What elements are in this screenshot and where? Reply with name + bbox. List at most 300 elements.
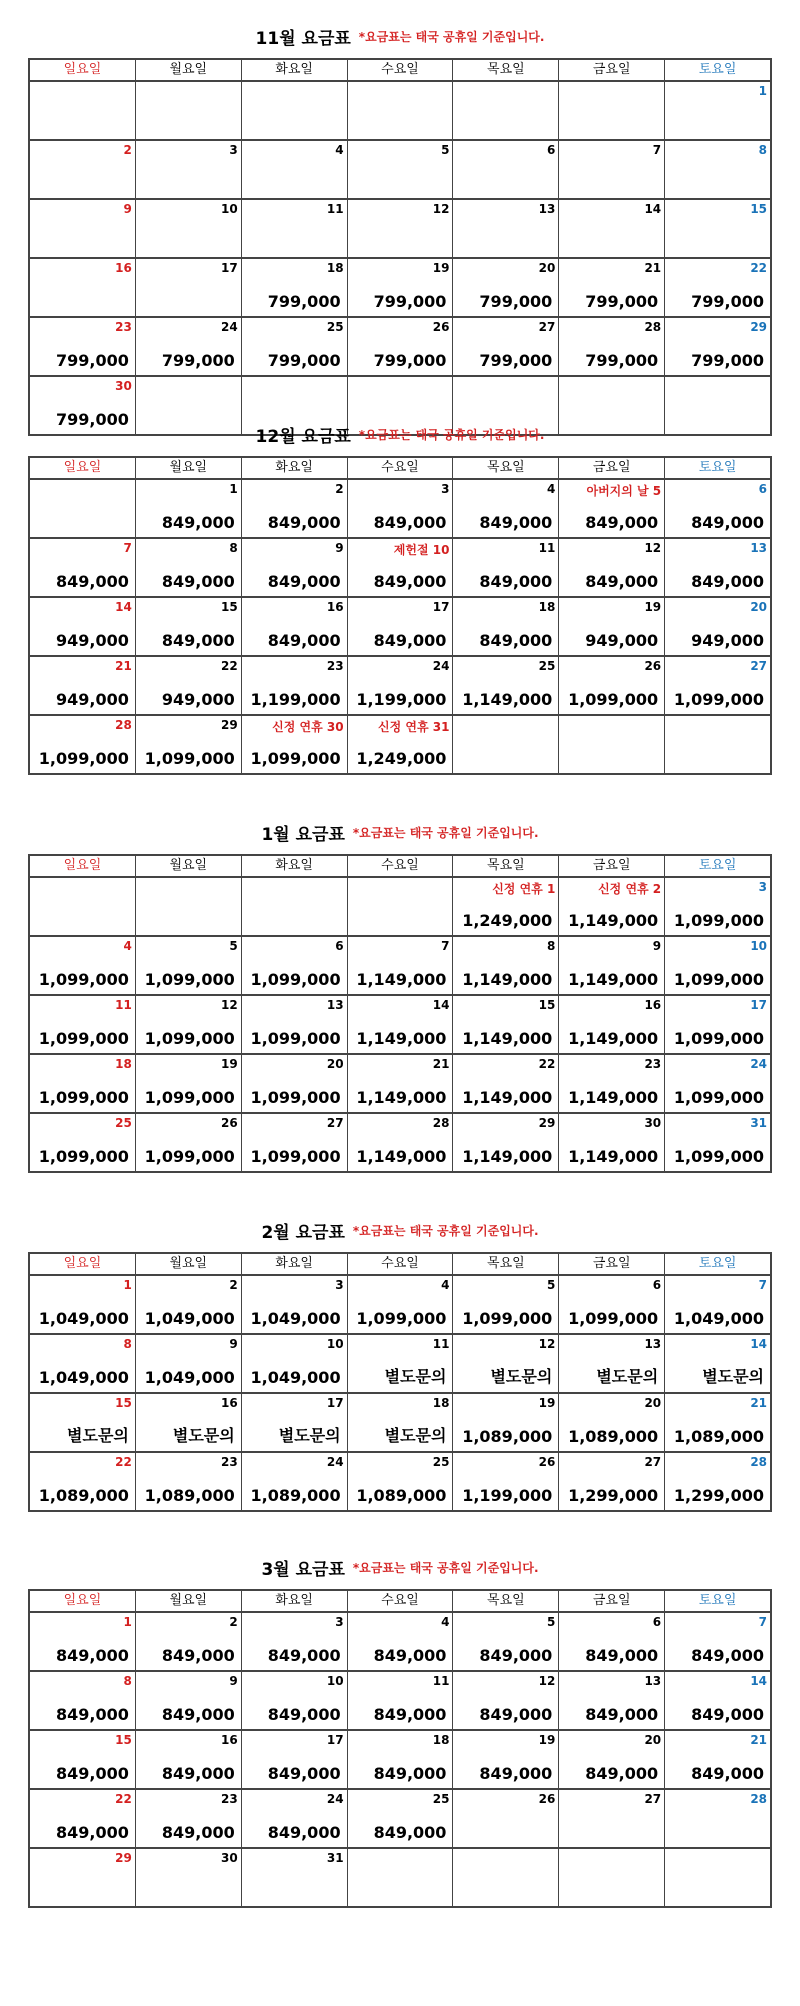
- price-value: 별도문의: [384, 1426, 447, 1445]
- weekday-label: 목요일: [452, 1591, 558, 1611]
- month-calendar: [28, 14, 772, 436]
- day-cell: [135, 1276, 241, 1333]
- day-number: 25: [115, 1116, 132, 1130]
- day-cell: [558, 1849, 664, 1906]
- day-cell: [241, 200, 347, 257]
- day-number: 29: [221, 718, 238, 732]
- day-number: 25: [326, 320, 344, 334]
- calendar-grid: [28, 854, 772, 1173]
- weekday-label: 화요일: [241, 60, 347, 80]
- price-value: 1,099,000: [38, 1088, 129, 1107]
- day-number: 14: [750, 1674, 768, 1688]
- day-cell: [558, 539, 664, 596]
- weekday-label: 월요일: [135, 60, 241, 80]
- price-value: 1,299,000: [568, 1486, 659, 1505]
- day-number: 11: [326, 202, 344, 216]
- day-number: 10: [326, 1674, 344, 1688]
- week-row: [30, 257, 770, 316]
- month-title: 12월 요금표: [255, 426, 351, 447]
- weekday-label: 토요일: [664, 856, 770, 876]
- day-number: 28: [115, 718, 132, 732]
- day-cell: [347, 996, 453, 1053]
- day-number: 17: [750, 998, 768, 1012]
- weekday-header: [30, 458, 770, 480]
- day-cell: [347, 1453, 453, 1510]
- price-value: 1,099,000: [250, 1147, 341, 1166]
- day-number: 13: [644, 1337, 662, 1351]
- price-value: 849,000: [161, 631, 235, 650]
- weekday-label: 일요일: [63, 1593, 102, 1608]
- day-cell: [558, 716, 664, 773]
- day-number: 24: [221, 320, 238, 334]
- week-row: [30, 537, 770, 596]
- month-calendar: [28, 412, 772, 775]
- price-value: 849,000: [55, 1764, 129, 1783]
- day-cell: [135, 878, 241, 935]
- day-cell: [347, 1335, 453, 1392]
- day-cell: [241, 1114, 347, 1171]
- day-number: 15: [538, 998, 556, 1012]
- day-cell: [241, 1731, 347, 1788]
- day-cell: [558, 598, 664, 655]
- day-cell: [664, 141, 770, 198]
- day-cell: [135, 200, 241, 257]
- day-cell: [30, 1790, 135, 1847]
- day-cell: [452, 1394, 558, 1451]
- price-value: 799,000: [691, 292, 765, 311]
- price-value: 1,089,000: [568, 1427, 659, 1446]
- weekday-label: 금요일: [558, 856, 664, 876]
- day-cell: [241, 141, 347, 198]
- day-cell: [30, 1849, 135, 1906]
- day-cell: [347, 598, 453, 655]
- day-number: 30: [221, 1851, 238, 1865]
- price-value: 1,099,000: [38, 1147, 129, 1166]
- day-cell: [241, 82, 347, 139]
- week-row: [30, 1392, 770, 1451]
- day-number: 2: [229, 1615, 238, 1629]
- day-number: 16: [115, 261, 132, 275]
- price-value: 1,149,000: [462, 690, 553, 709]
- day-number: 26: [432, 320, 450, 334]
- day-number: 13: [538, 202, 556, 216]
- day-cell: [30, 1114, 135, 1171]
- price-value: 849,000: [373, 631, 447, 650]
- week-row: [30, 994, 770, 1053]
- week-row: [30, 1613, 770, 1670]
- day-number: 27: [750, 659, 768, 673]
- day-number: 5: [441, 143, 450, 157]
- day-number: 3: [335, 1278, 344, 1292]
- price-value: 별도문의: [384, 1367, 447, 1386]
- day-number: 26: [221, 1116, 238, 1130]
- day-cell: [135, 1613, 241, 1670]
- day-cell: [664, 878, 770, 935]
- day-cell: [558, 1276, 664, 1333]
- weekday-label: 일요일: [63, 858, 102, 873]
- month-calendar: [28, 1545, 772, 1908]
- week-row: [30, 596, 770, 655]
- day-number: 12: [538, 1674, 556, 1688]
- calendar-title: [28, 1545, 772, 1589]
- day-cell: [558, 657, 664, 714]
- day-cell: [664, 1790, 770, 1847]
- day-number: 20: [644, 1733, 662, 1747]
- month-title: 2월 요금표: [261, 1222, 345, 1243]
- day-number: 6: [335, 939, 344, 953]
- day-number: 25: [432, 1455, 450, 1469]
- holiday-label: 신정 연휴 2: [598, 882, 662, 896]
- day-cell: [664, 657, 770, 714]
- day-cell: [135, 1731, 241, 1788]
- day-cell: [664, 1276, 770, 1333]
- day-cell: [452, 1114, 558, 1171]
- holiday-label: 신정 연휴 1: [492, 882, 556, 896]
- day-number: 4: [441, 1278, 450, 1292]
- day-number: 8: [229, 541, 238, 555]
- day-number: 31: [750, 1116, 768, 1130]
- price-value: 949,000: [161, 690, 235, 709]
- day-number: 8: [758, 143, 768, 157]
- day-cell: [30, 1394, 135, 1451]
- weekday-label: 화요일: [241, 1254, 347, 1274]
- price-value: 949,000: [691, 631, 765, 650]
- holiday-label: 아버지의 날 5: [586, 484, 662, 498]
- day-cell: [452, 657, 558, 714]
- day-cell: [347, 200, 453, 257]
- day-number: 24: [750, 1057, 768, 1071]
- price-value: 849,000: [691, 572, 765, 591]
- day-number: 16: [644, 998, 662, 1012]
- day-number: 24: [326, 1792, 344, 1806]
- day-cell: [135, 318, 241, 375]
- day-number: 18: [538, 600, 556, 614]
- day-number: 23: [326, 659, 344, 673]
- day-number: 6: [652, 1615, 662, 1629]
- day-cell: [558, 259, 664, 316]
- price-value: 799,000: [373, 292, 447, 311]
- day-cell: [135, 1055, 241, 1112]
- price-value: 별도문의: [490, 1367, 553, 1386]
- weekday-label: 화요일: [241, 856, 347, 876]
- price-value: 849,000: [691, 513, 765, 532]
- day-cell: [30, 200, 135, 257]
- month-title: 3월 요금표: [261, 1559, 345, 1580]
- day-cell: [347, 1055, 453, 1112]
- day-number: 22: [115, 1455, 132, 1469]
- week-row: [30, 198, 770, 257]
- weekday-label: 수요일: [347, 1254, 453, 1274]
- day-cell: [452, 480, 558, 537]
- day-number: 10: [750, 939, 768, 953]
- holiday-note: *요금표는 태국 공휴일 기준입니다.: [352, 1223, 539, 1238]
- day-number: 28: [644, 320, 662, 334]
- day-cell: [241, 318, 347, 375]
- price-value: 849,000: [479, 1646, 553, 1665]
- day-number: 27: [538, 320, 556, 334]
- weekday-header: [30, 60, 770, 82]
- weekday-label: 토요일: [664, 1591, 770, 1611]
- weekday-label: 목요일: [452, 458, 558, 478]
- day-cell: [347, 1114, 453, 1171]
- week-row: [30, 878, 770, 935]
- day-number: 11: [432, 1674, 450, 1688]
- day-number: 19: [432, 261, 450, 275]
- price-value: 별도문의: [67, 1426, 129, 1445]
- day-number: 26: [644, 659, 662, 673]
- price-value: 1,099,000: [144, 1088, 235, 1107]
- day-cell: [347, 1394, 453, 1451]
- day-cell: [664, 1613, 770, 1670]
- price-value: 1,089,000: [462, 1427, 553, 1446]
- day-number: 4: [335, 143, 344, 157]
- price-value: 1,099,000: [356, 1309, 447, 1328]
- day-cell: [347, 716, 453, 773]
- weekday-label: 화요일: [241, 458, 347, 478]
- holiday-label: 신정 연휴 30: [272, 720, 344, 734]
- day-number: 18: [432, 1733, 450, 1747]
- weekday-label: 수요일: [347, 1591, 453, 1611]
- price-value: 799,000: [479, 351, 553, 370]
- day-number: 14: [432, 998, 450, 1012]
- price-value: 849,000: [479, 513, 553, 532]
- weekday-label: 수요일: [347, 458, 453, 478]
- price-value: 1,199,000: [250, 690, 341, 709]
- week-row: [30, 139, 770, 198]
- day-cell: [664, 1335, 770, 1392]
- price-value: 1,099,000: [673, 690, 765, 709]
- day-number: 21: [750, 1733, 768, 1747]
- price-value: 별도문의: [596, 1367, 659, 1386]
- day-number: 4: [123, 939, 132, 953]
- calendar-grid: [28, 1252, 772, 1512]
- day-cell: [452, 200, 558, 257]
- day-number: 30: [644, 1116, 662, 1130]
- day-number: 29: [538, 1116, 556, 1130]
- day-cell: [135, 716, 241, 773]
- day-number: 3: [758, 880, 768, 894]
- price-value: 799,000: [479, 292, 553, 311]
- day-number: 28: [750, 1792, 768, 1806]
- price-value: 1,089,000: [250, 1486, 341, 1505]
- day-cell: [30, 937, 135, 994]
- price-value: 849,000: [267, 572, 341, 591]
- weekday-label: 월요일: [135, 856, 241, 876]
- day-cell: [135, 1672, 241, 1729]
- weekday-label: 목요일: [452, 856, 558, 876]
- weekday-label: 목요일: [452, 60, 558, 80]
- day-number: 7: [441, 939, 450, 953]
- calendar-title: [28, 1208, 772, 1252]
- price-value: 1,149,000: [356, 1088, 447, 1107]
- price-value: 1,089,000: [38, 1486, 129, 1505]
- day-number: 1: [229, 482, 238, 496]
- price-value: 1,149,000: [462, 970, 553, 989]
- day-number: 19: [538, 1733, 556, 1747]
- weekday-label: 토요일: [664, 458, 770, 478]
- day-number: 17: [432, 600, 450, 614]
- day-cell: [241, 1672, 347, 1729]
- week-row: [30, 655, 770, 714]
- week-row: [30, 935, 770, 994]
- day-cell: [452, 82, 558, 139]
- day-cell: [558, 1613, 664, 1670]
- day-cell: [30, 259, 135, 316]
- day-number: 24: [326, 1455, 344, 1469]
- day-number: 8: [123, 1674, 132, 1688]
- day-number: 1: [758, 84, 768, 98]
- price-value: 849,000: [161, 1764, 235, 1783]
- day-number: 5: [546, 1278, 556, 1292]
- day-cell: [452, 598, 558, 655]
- price-value: 1,099,000: [250, 749, 341, 768]
- day-cell: [347, 539, 453, 596]
- day-number: 12: [538, 1337, 556, 1351]
- day-cell: [30, 539, 135, 596]
- day-cell: [664, 996, 770, 1053]
- price-value: 849,000: [55, 1705, 129, 1724]
- price-value: 849,000: [585, 1646, 659, 1665]
- day-number: 15: [115, 1733, 132, 1747]
- price-value: 1,099,000: [673, 970, 765, 989]
- day-number: 24: [432, 659, 450, 673]
- day-cell: [664, 480, 770, 537]
- price-value: 949,000: [585, 631, 659, 650]
- day-cell: [30, 141, 135, 198]
- week-row: [30, 1451, 770, 1510]
- price-value: 849,000: [479, 631, 553, 650]
- weekday-label: 수요일: [347, 856, 453, 876]
- price-value: 1,089,000: [356, 1486, 447, 1505]
- day-number: 8: [546, 939, 556, 953]
- week-row: [30, 1847, 770, 1906]
- price-value: 1,199,000: [462, 1486, 553, 1505]
- price-value: 799,000: [267, 292, 341, 311]
- price-value: 1,149,000: [568, 1147, 659, 1166]
- day-cell: [452, 141, 558, 198]
- day-number: 5: [229, 939, 238, 953]
- day-cell: [664, 1849, 770, 1906]
- day-number: 7: [758, 1615, 768, 1629]
- day-cell: [135, 1114, 241, 1171]
- price-value: 949,000: [55, 631, 129, 650]
- week-row: [30, 316, 770, 375]
- day-cell: [135, 657, 241, 714]
- day-cell: [558, 996, 664, 1053]
- weekday-label: 금요일: [558, 1591, 664, 1611]
- day-cell: [664, 259, 770, 316]
- day-number: 13: [750, 541, 768, 555]
- price-value: 1,049,000: [250, 1368, 341, 1387]
- day-cell: [347, 878, 453, 935]
- price-value: 1,149,000: [462, 1088, 553, 1107]
- day-cell: [558, 878, 664, 935]
- day-cell: [452, 318, 558, 375]
- day-cell: [452, 1055, 558, 1112]
- day-cell: [241, 1613, 347, 1670]
- price-value: 1,149,000: [568, 970, 659, 989]
- day-cell: [558, 1790, 664, 1847]
- day-number: 31: [326, 1851, 344, 1865]
- price-value: 799,000: [161, 351, 235, 370]
- week-row: [30, 1276, 770, 1333]
- price-value: 849,000: [373, 513, 447, 532]
- price-value: 1,089,000: [144, 1486, 235, 1505]
- day-number: 16: [221, 1396, 238, 1410]
- day-cell: [241, 259, 347, 316]
- day-cell: [30, 1055, 135, 1112]
- day-cell: [347, 1276, 453, 1333]
- price-value: 1,099,000: [38, 1029, 129, 1048]
- weekday-label: 월요일: [135, 1254, 241, 1274]
- day-cell: [558, 1335, 664, 1392]
- calendar-grid: [28, 58, 772, 436]
- day-cell: [30, 480, 135, 537]
- day-cell: [135, 82, 241, 139]
- day-cell: [135, 1335, 241, 1392]
- day-number: 3: [335, 1615, 344, 1629]
- price-value: 849,000: [373, 572, 447, 591]
- price-value: 799,000: [373, 351, 447, 370]
- day-number: 4: [546, 482, 556, 496]
- day-cell: [135, 937, 241, 994]
- day-number: 13: [326, 998, 344, 1012]
- day-number: 13: [644, 1674, 662, 1688]
- month-title: 11월 요금표: [255, 28, 351, 49]
- price-value: 849,000: [691, 1764, 765, 1783]
- price-value: 1,149,000: [356, 970, 447, 989]
- day-cell: [30, 1672, 135, 1729]
- week-row: [30, 480, 770, 537]
- weekday-label: 토요일: [664, 60, 770, 80]
- price-value: 799,000: [55, 351, 129, 370]
- price-value: 1,049,000: [38, 1309, 129, 1328]
- day-cell: [30, 318, 135, 375]
- day-number: 12: [221, 998, 238, 1012]
- price-value: 1,149,000: [462, 1029, 553, 1048]
- holiday-note: *요금표는 태국 공휴일 기준입니다.: [352, 825, 539, 840]
- price-value: 1,099,000: [38, 749, 129, 768]
- day-cell: [664, 1055, 770, 1112]
- weekday-label: 토요일: [664, 1254, 770, 1274]
- price-value: 849,000: [161, 572, 235, 591]
- day-cell: [135, 1394, 241, 1451]
- day-cell: [558, 141, 664, 198]
- day-number: 7: [123, 541, 132, 555]
- price-value: 1,149,000: [356, 1147, 447, 1166]
- day-number: 6: [546, 143, 556, 157]
- day-number: 3: [229, 143, 238, 157]
- holiday-label: 제헌절 10: [393, 543, 450, 557]
- price-value: 849,000: [373, 1705, 447, 1724]
- price-value: 1,249,000: [356, 749, 447, 768]
- price-value: 1,049,000: [38, 1368, 129, 1387]
- day-number: 27: [644, 1792, 662, 1806]
- day-cell: [347, 1849, 453, 1906]
- day-cell: [347, 937, 453, 994]
- day-number: 11: [432, 1337, 450, 1351]
- price-value: 849,000: [161, 1823, 235, 1842]
- day-cell: [30, 1731, 135, 1788]
- price-value: 1,149,000: [568, 1029, 659, 1048]
- week-row: [30, 1670, 770, 1729]
- day-cell: [452, 716, 558, 773]
- day-number: 22: [115, 1792, 132, 1806]
- day-cell: [241, 1276, 347, 1333]
- price-value: 849,000: [585, 513, 659, 532]
- price-value: 1,049,000: [144, 1368, 235, 1387]
- price-value: 849,000: [267, 1705, 341, 1724]
